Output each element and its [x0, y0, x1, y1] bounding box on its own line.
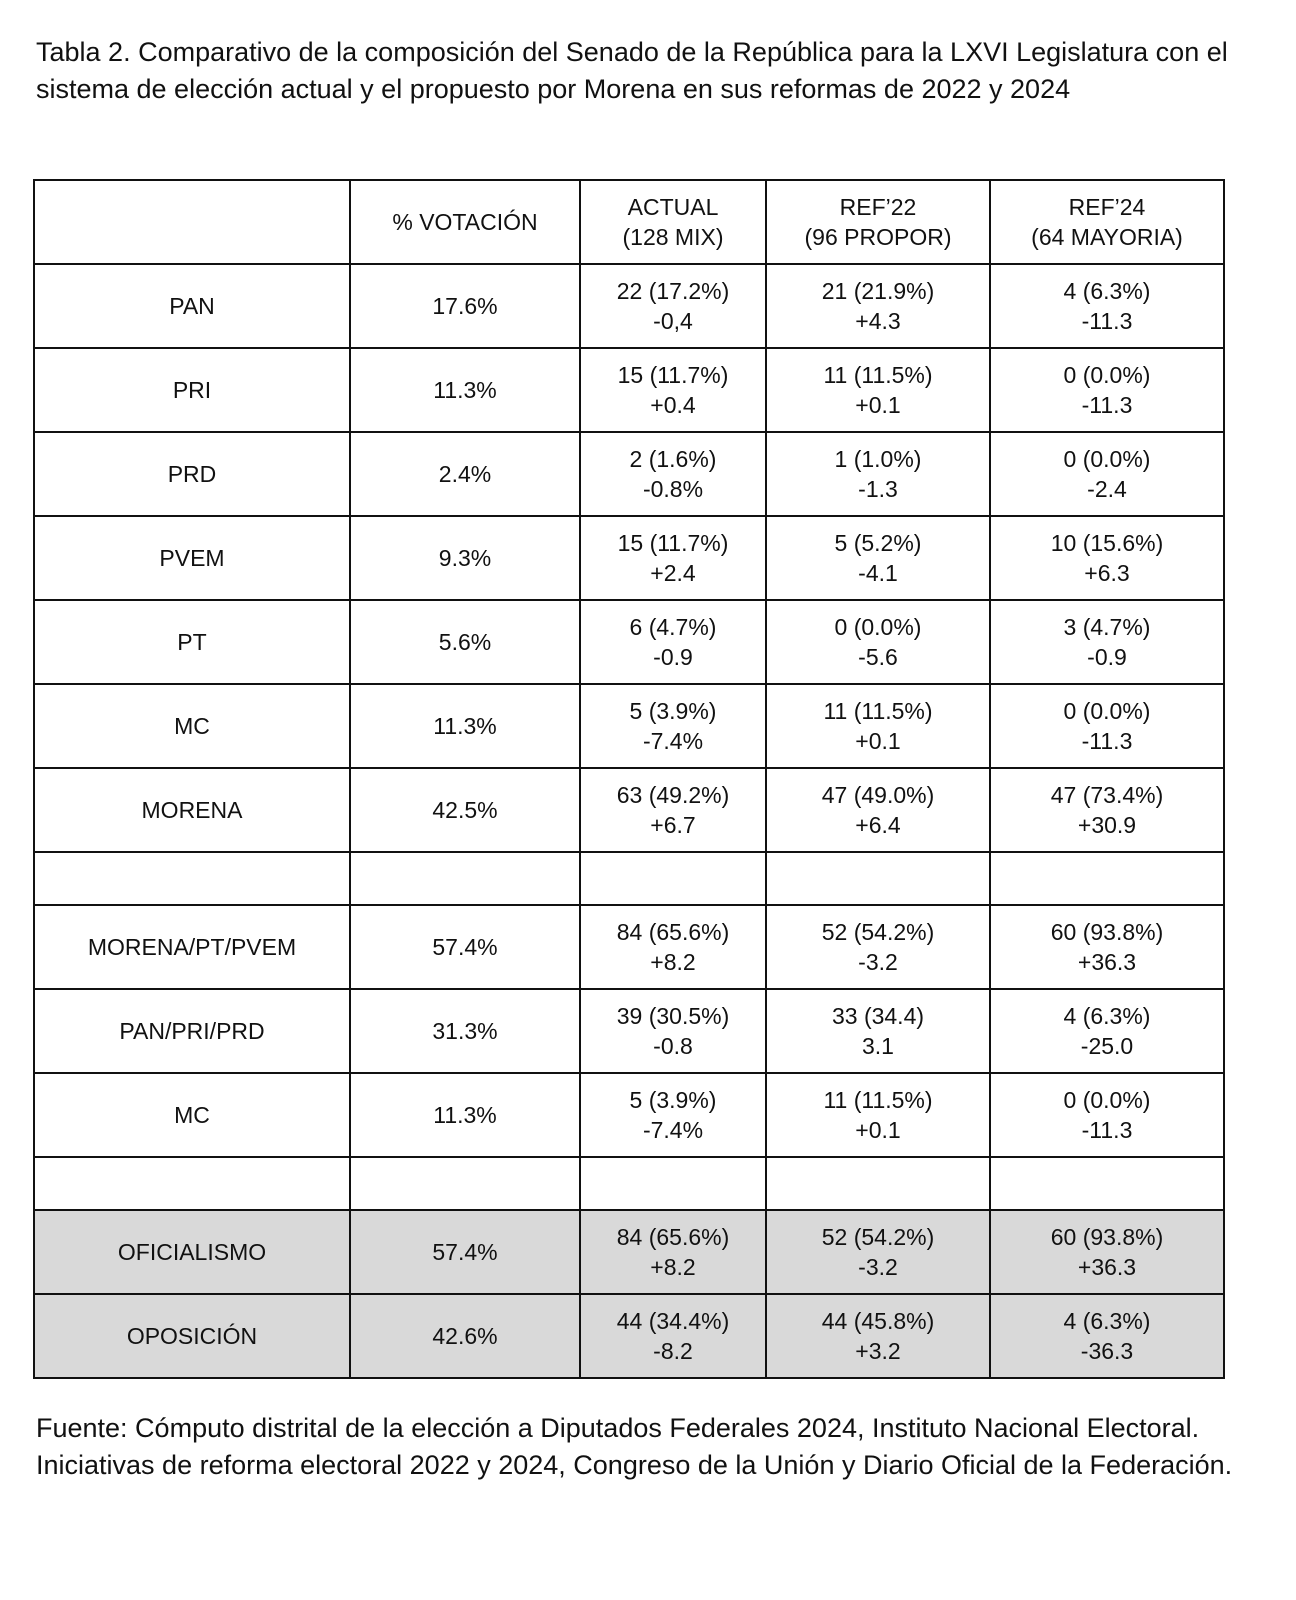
cell-text: +8.2 — [650, 949, 696, 975]
cell-text: 9.3% — [438, 545, 492, 571]
cell-text: 5 (3.9%) — [629, 1087, 717, 1113]
header-cell-ref22 — [766, 180, 990, 264]
cell-text: 44 (45.8%) — [821, 1308, 935, 1334]
cell-text: +6.7 — [650, 812, 696, 838]
empty-cell — [990, 1157, 1224, 1210]
actual-cell — [580, 1294, 766, 1378]
cell-text: 21 (21.9%) — [821, 278, 935, 304]
cell-text: 11 (11.5%) — [823, 1087, 933, 1113]
cell-text: +0.1 — [855, 1117, 901, 1143]
ref24-cell — [990, 264, 1224, 348]
spacer-row — [34, 1157, 1224, 1210]
cell-text: 33 (34.4) — [831, 1003, 925, 1029]
empty-cell — [766, 852, 990, 905]
ref24-cell — [990, 905, 1224, 989]
ref24-cell — [990, 1210, 1224, 1294]
party-cell — [34, 348, 350, 432]
cell-text: 39 (30.5%) — [616, 1003, 730, 1029]
header-line1: % VOTACIÓN — [392, 209, 538, 235]
vote-cell — [350, 1073, 580, 1157]
cell-text: 17.6% — [432, 293, 498, 319]
table-row — [34, 905, 1224, 989]
cell-text: 84 (65.6%) — [616, 1224, 730, 1250]
cell-text: +0.1 — [855, 392, 901, 418]
cell-text: 60 (93.8%) — [1050, 919, 1164, 945]
actual-cell — [580, 989, 766, 1073]
cell-text: 22 (17.2%) — [616, 278, 730, 304]
ref22-cell — [766, 1294, 990, 1378]
cell-text: 63 (49.2%) — [616, 782, 730, 808]
cell-text: PVEM — [159, 545, 225, 571]
table-row — [34, 264, 1224, 348]
cell-text: -2.4 — [1087, 476, 1127, 502]
ref22-cell — [766, 516, 990, 600]
table-row — [34, 1073, 1224, 1157]
ref22-cell — [766, 600, 990, 684]
party-cell — [34, 768, 350, 852]
cell-text: PRD — [167, 461, 217, 487]
cell-text: +2.4 — [650, 560, 696, 586]
cell-text: -0,4 — [653, 308, 693, 334]
empty-cell — [350, 852, 580, 905]
header-line1: ACTUAL — [627, 194, 719, 220]
empty-cell — [580, 1157, 766, 1210]
cell-text: MC — [174, 713, 210, 739]
cell-text: +30.9 — [1077, 812, 1137, 838]
ref24-cell — [990, 768, 1224, 852]
ref24-cell — [990, 684, 1224, 768]
vote-cell — [350, 684, 580, 768]
empty-cell — [766, 1157, 990, 1210]
cell-text: 0 (0.0%) — [1063, 362, 1151, 388]
party-cell — [34, 684, 350, 768]
cell-text: 52 (54.2%) — [821, 1224, 935, 1250]
header-row — [34, 180, 1224, 264]
cell-text: 0 (0.0%) — [1063, 1087, 1151, 1113]
header-cell-actual — [580, 180, 766, 264]
cell-text: 4 (6.3%) — [1063, 1003, 1151, 1029]
vote-cell — [350, 264, 580, 348]
ref22-cell — [766, 432, 990, 516]
vote-cell — [350, 516, 580, 600]
cell-text: -0.8% — [642, 476, 704, 502]
table-container — [33, 179, 1225, 1379]
vote-cell — [350, 905, 580, 989]
cell-text: 5 (5.2%) — [834, 530, 922, 556]
cell-text: -11.3 — [1081, 1117, 1133, 1143]
cell-text: -11.3 — [1081, 392, 1133, 418]
ref22-cell — [766, 684, 990, 768]
cell-text: -0.8 — [653, 1033, 693, 1059]
actual-cell — [580, 264, 766, 348]
ref22-cell — [766, 905, 990, 989]
cell-text: +36.3 — [1077, 949, 1137, 975]
actual-cell — [580, 600, 766, 684]
header-cell-ref24 — [990, 180, 1224, 264]
vote-cell — [350, 768, 580, 852]
empty-cell — [34, 852, 350, 905]
ref24-cell — [990, 1073, 1224, 1157]
cell-text: 10 (15.6%) — [1050, 530, 1164, 556]
table-row — [34, 768, 1224, 852]
cell-text: +0.4 — [650, 392, 696, 418]
cell-text: -36.3 — [1080, 1338, 1134, 1364]
actual-cell — [580, 348, 766, 432]
table-row — [34, 1294, 1224, 1378]
cell-text: MC — [174, 1102, 210, 1128]
party-cell — [34, 516, 350, 600]
cell-text: 2.4% — [438, 461, 492, 487]
cell-text: 0 (0.0%) — [1063, 446, 1151, 472]
cell-text: OFICIALISMO — [117, 1239, 267, 1265]
cell-text: -5.6 — [858, 644, 898, 670]
cell-text: +4.3 — [855, 308, 901, 334]
cell-text: -0.9 — [1087, 644, 1127, 670]
empty-cell — [34, 1157, 350, 1210]
cell-text: 60 (93.8%) — [1050, 1224, 1164, 1250]
cell-text: 84 (65.6%) — [616, 919, 730, 945]
table-body — [34, 180, 1224, 1378]
ref22-cell — [766, 768, 990, 852]
cell-text: +6.3 — [1084, 560, 1130, 586]
header-cell-party — [34, 180, 350, 264]
cell-text: +6.4 — [855, 812, 901, 838]
cell-text: -11.3 — [1081, 728, 1133, 754]
cell-text: -11.3 — [1081, 308, 1133, 334]
actual-cell — [580, 768, 766, 852]
ref22-cell — [766, 1210, 990, 1294]
party-cell — [34, 600, 350, 684]
party-cell — [34, 1210, 350, 1294]
cell-text: -1.3 — [858, 476, 898, 502]
cell-text: 15 (11.7%) — [617, 362, 729, 388]
header-line1: REF’24 — [1068, 194, 1146, 220]
cell-text: PAN/PRI/PRD — [119, 1018, 265, 1044]
ref24-cell — [990, 989, 1224, 1073]
ref22-cell — [766, 264, 990, 348]
cell-text: 5 (3.9%) — [629, 698, 717, 724]
actual-cell — [580, 905, 766, 989]
cell-text: +8.2 — [650, 1254, 696, 1280]
party-cell — [34, 905, 350, 989]
cell-text: 52 (54.2%) — [821, 919, 935, 945]
cell-text: OPOSICIÓN — [126, 1323, 258, 1349]
empty-cell — [990, 852, 1224, 905]
cell-text: 31.3% — [432, 1018, 498, 1044]
ref22-cell — [766, 1073, 990, 1157]
table-row — [34, 348, 1224, 432]
cell-text: -7.4% — [642, 728, 704, 754]
party-cell — [34, 264, 350, 348]
header-line2: (128 MIX) — [622, 224, 724, 250]
cell-text: 44 (34.4%) — [616, 1308, 730, 1334]
party-cell — [34, 989, 350, 1073]
vote-cell — [350, 989, 580, 1073]
empty-cell — [580, 852, 766, 905]
vote-cell — [350, 1210, 580, 1294]
party-cell — [34, 1294, 350, 1378]
ref24-cell — [990, 516, 1224, 600]
ref24-cell — [990, 600, 1224, 684]
cell-text: -0.9 — [653, 644, 693, 670]
cell-text: 1 (1.0%) — [834, 446, 922, 472]
cell-text: MORENA/PT/PVEM — [87, 934, 297, 960]
senate-composition-table — [33, 179, 1225, 1379]
cell-text: 47 (49.0%) — [821, 782, 935, 808]
cell-text: 11.3% — [433, 713, 497, 739]
cell-text: -7.4% — [642, 1117, 704, 1143]
cell-text: -25.0 — [1080, 1033, 1134, 1059]
cell-text: -3.2 — [858, 949, 898, 975]
cell-text: PT — [177, 629, 207, 655]
party-cell — [34, 1073, 350, 1157]
vote-cell — [350, 600, 580, 684]
cell-text: +36.3 — [1077, 1254, 1137, 1280]
cell-text: 6 (4.7%) — [629, 614, 717, 640]
cell-text: 2 (1.6%) — [629, 446, 717, 472]
header-line2: (64 MAYORIA) — [1031, 224, 1183, 250]
table-row — [34, 516, 1224, 600]
cell-text: 47 (73.4%) — [1050, 782, 1164, 808]
ref22-cell — [766, 348, 990, 432]
cell-text: 3 (4.7%) — [1063, 614, 1151, 640]
vote-cell — [350, 432, 580, 516]
table-row — [34, 432, 1224, 516]
cell-text: 3.1 — [862, 1033, 894, 1059]
cell-text: -3.2 — [858, 1254, 898, 1280]
cell-text: PRI — [172, 377, 212, 403]
vote-cell — [350, 1294, 580, 1378]
cell-text: -4.1 — [858, 560, 898, 586]
cell-text: 0 (0.0%) — [1063, 698, 1151, 724]
cell-text: PAN — [169, 293, 215, 319]
cell-text: 42.6% — [432, 1323, 498, 1349]
cell-text: +0.1 — [855, 728, 901, 754]
cell-text: 11 (11.5%) — [823, 698, 933, 724]
cell-text: 57.4% — [432, 934, 498, 960]
cell-text: 4 (6.3%) — [1063, 278, 1151, 304]
party-cell — [34, 432, 350, 516]
ref24-cell — [990, 348, 1224, 432]
header-line2: (96 PROPOR) — [804, 224, 952, 250]
cell-text: 4 (6.3%) — [1063, 1308, 1151, 1334]
actual-cell — [580, 1073, 766, 1157]
source-note: Fuente: Cómputo distrital de la elección a Diputados Federales 2024, Instituto Nacional Electoral. Iniciativas de reforma electoral 2022 y 2024, Congreso de la Unión y Diario Oficial de la Federación. — [36, 1413, 1233, 1480]
table-row — [34, 684, 1224, 768]
cell-text: MORENA — [141, 797, 243, 823]
cell-text: 0 (0.0%) — [834, 614, 922, 640]
actual-cell — [580, 432, 766, 516]
header-cell-vote — [350, 180, 580, 264]
cell-text: 11.3% — [433, 377, 497, 403]
table-row — [34, 600, 1224, 684]
header-line1: REF’22 — [839, 194, 917, 220]
cell-text: 11 (11.5%) — [823, 362, 933, 388]
cell-text: 57.4% — [432, 1239, 498, 1265]
table-row — [34, 1210, 1224, 1294]
spacer-row — [34, 852, 1224, 905]
ref22-cell — [766, 989, 990, 1073]
cell-text: 15 (11.7%) — [617, 530, 729, 556]
empty-cell — [350, 1157, 580, 1210]
cell-text: 5.6% — [438, 629, 492, 655]
ref24-cell — [990, 432, 1224, 516]
cell-text: 42.5% — [432, 797, 498, 823]
actual-cell — [580, 1210, 766, 1294]
table-title: Tabla 2. Comparativo de la composición del Senado de la República para la LXVI Legislatura con el sistema de elección actual y el propuesto por Morena en sus reformas de 2022 y 2024 — [36, 37, 1228, 104]
actual-cell — [580, 684, 766, 768]
actual-cell — [580, 516, 766, 600]
vote-cell — [350, 348, 580, 432]
cell-text: 11.3% — [433, 1102, 497, 1128]
cell-text: -8.2 — [653, 1338, 693, 1364]
ref24-cell — [990, 1294, 1224, 1378]
cell-text: +3.2 — [855, 1338, 901, 1364]
table-row — [34, 989, 1224, 1073]
